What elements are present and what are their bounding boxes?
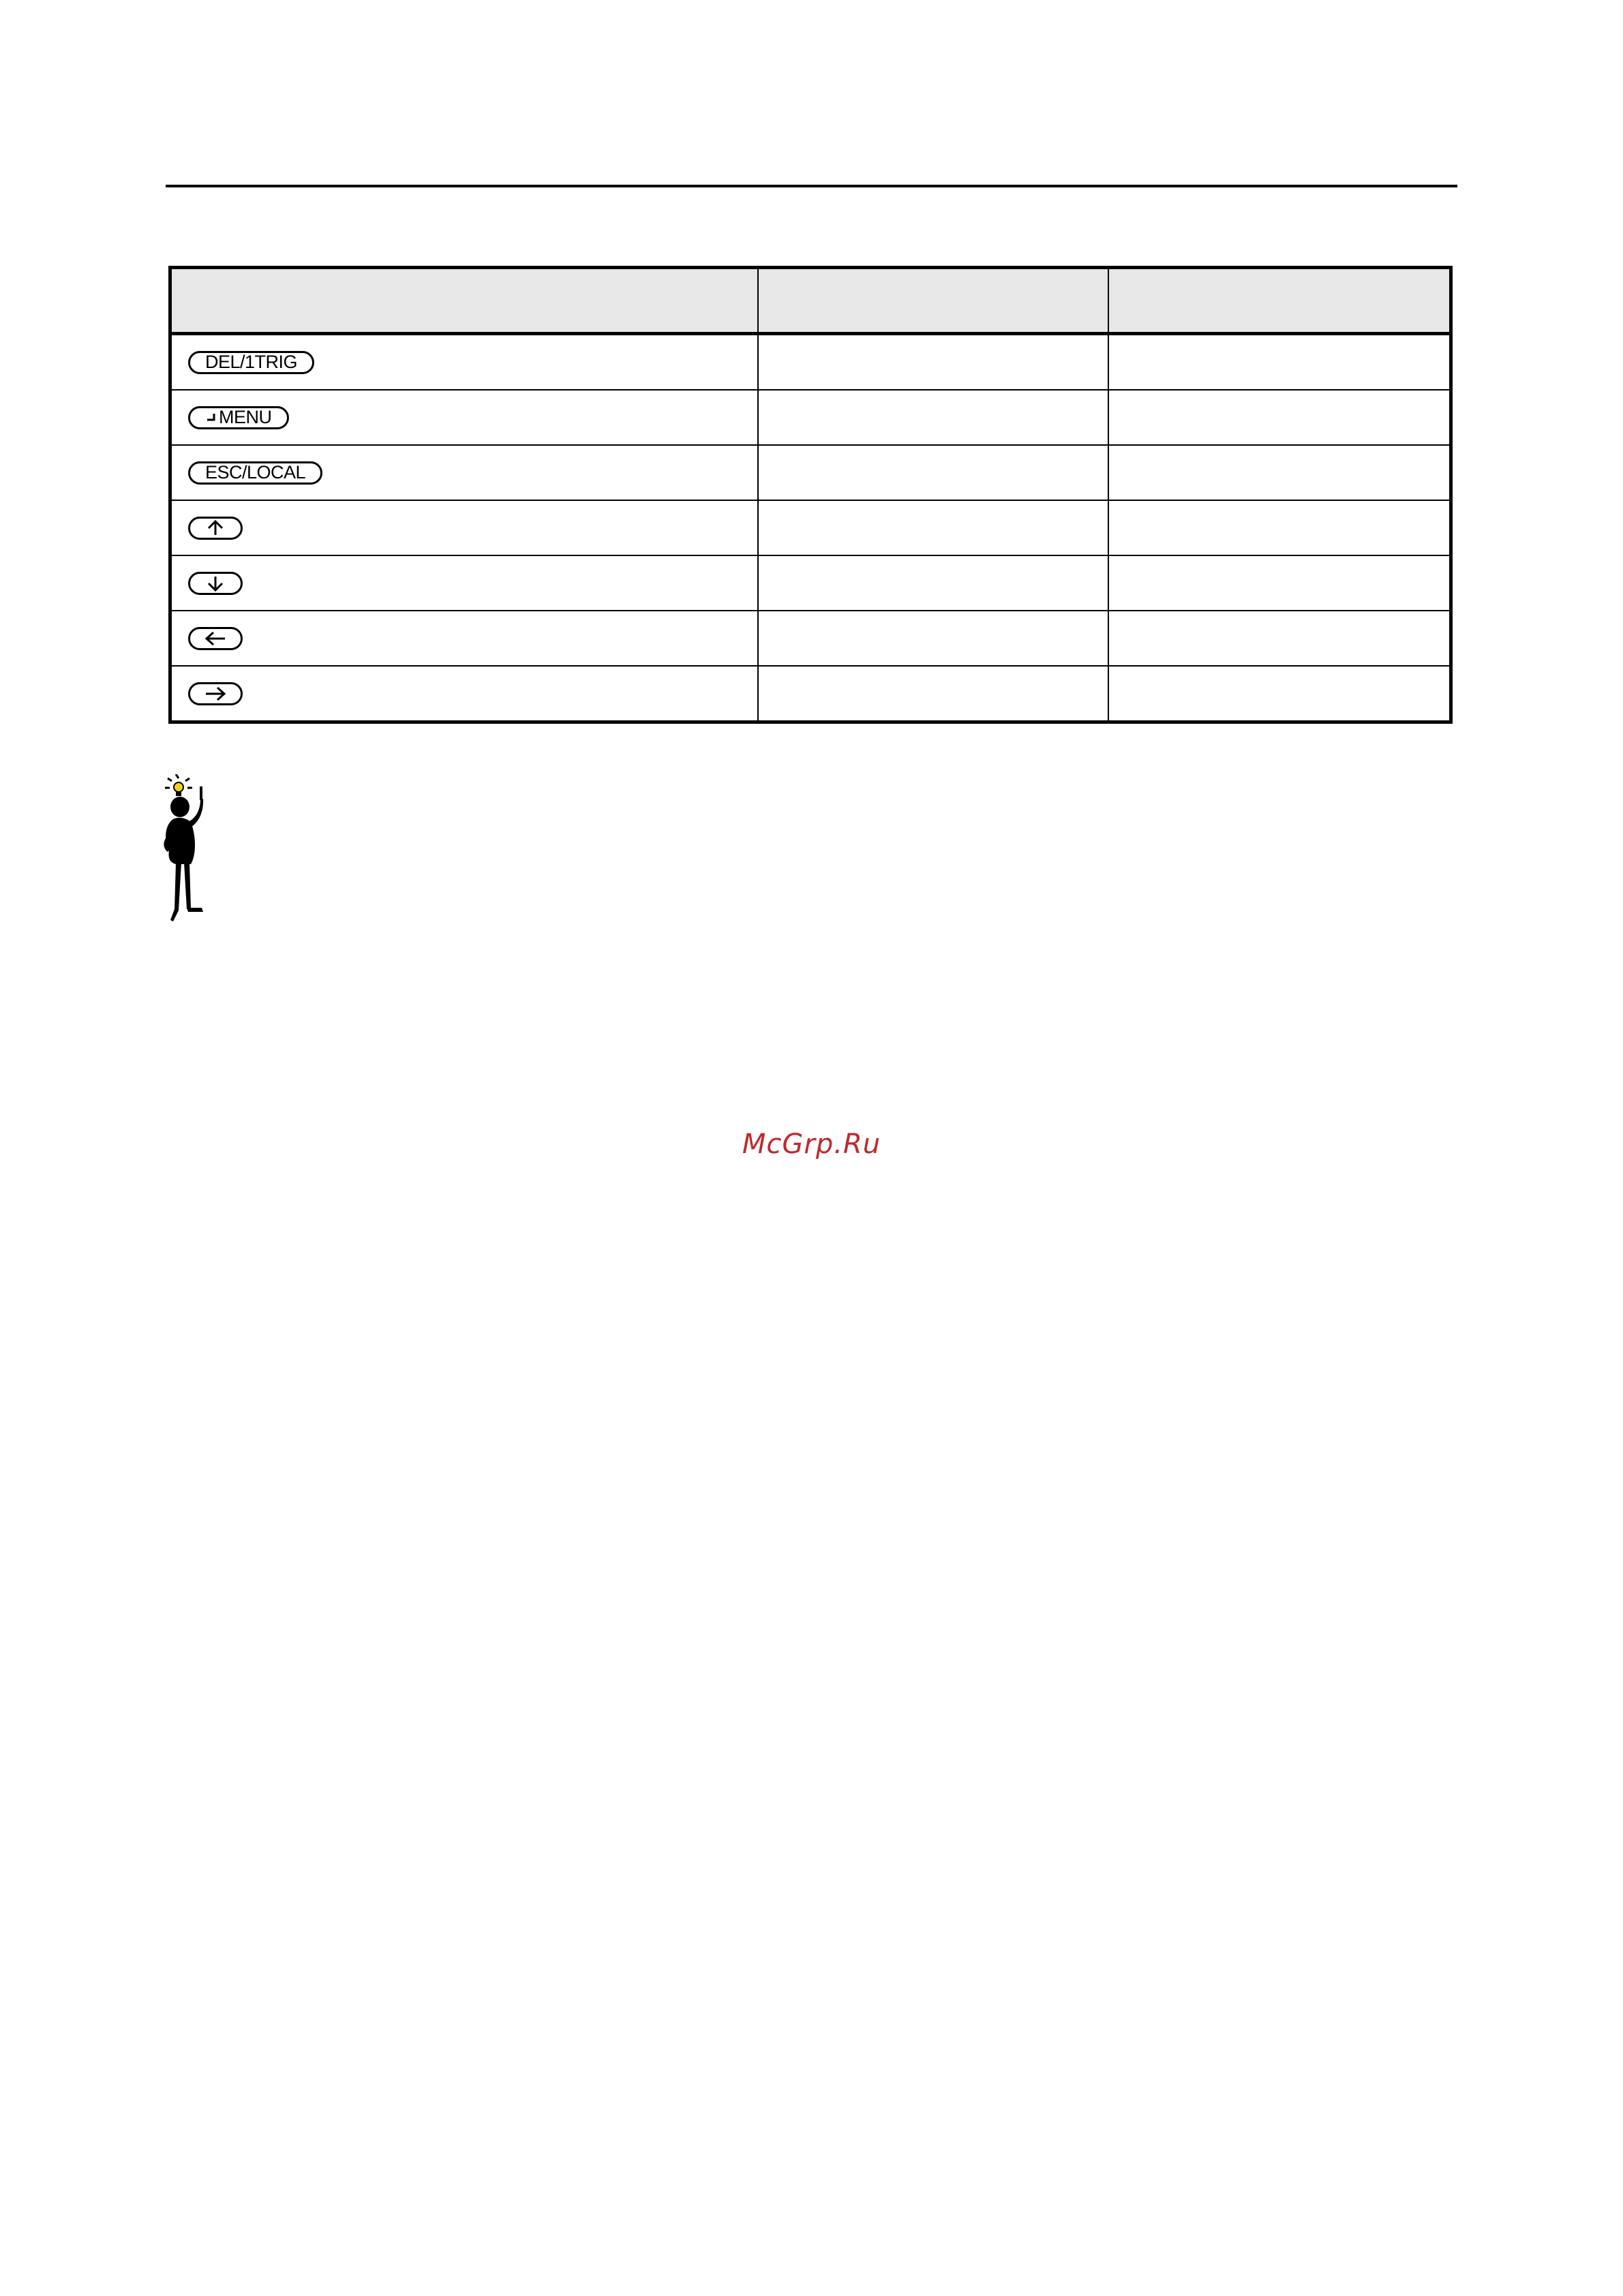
key-label: MENU [219, 407, 272, 427]
table-cell [1108, 555, 1451, 611]
table-cell [758, 445, 1108, 500]
table-row [170, 445, 1451, 500]
key-function-table [168, 266, 1453, 724]
enter-icon [205, 412, 216, 423]
key-label: ESC/LOCAL [205, 462, 306, 483]
down-key [188, 572, 243, 595]
header-rule [166, 185, 1457, 187]
tip-figure-icon [161, 774, 222, 925]
table-cell [758, 390, 1108, 445]
table-cell [1108, 390, 1451, 445]
table-row [170, 500, 1451, 555]
key-label: DEL/1TRIG [205, 352, 298, 372]
arrow-left-icon [204, 630, 227, 647]
table-cell [1108, 445, 1451, 500]
table-row [170, 555, 1451, 611]
table-cell [758, 555, 1108, 611]
enter-menu-key [188, 406, 289, 429]
left-key [188, 627, 243, 650]
table-row [170, 390, 1451, 445]
table-header-row [170, 268, 1451, 334]
header-cell-3 [1108, 268, 1451, 334]
key-cell [170, 334, 759, 391]
table-cell [758, 500, 1108, 555]
table-cell [1108, 334, 1451, 391]
table-cell [758, 334, 1108, 391]
key-cell [170, 390, 759, 445]
table-cell [1108, 500, 1451, 555]
header-cell-2 [758, 268, 1108, 334]
key-cell [170, 500, 759, 555]
key-cell [170, 555, 759, 611]
table-cell [758, 611, 1108, 666]
del-1trig-key [188, 351, 314, 374]
light-bulb-icon [174, 782, 183, 792]
arrow-down-icon [205, 575, 226, 592]
arrow-up-icon [205, 519, 226, 537]
watermark-text: McGrp.Ru [742, 1129, 881, 1160]
arrow-right-icon [204, 686, 227, 702]
table-row [170, 611, 1451, 666]
header-cell-key [170, 268, 759, 334]
up-key [188, 517, 243, 540]
key-cell [170, 611, 759, 666]
table-row [170, 666, 1451, 722]
table-cell [1108, 666, 1451, 722]
table-cell [1108, 611, 1451, 666]
table-cell [758, 666, 1108, 722]
key-cell [170, 666, 759, 722]
table-row [170, 334, 1451, 391]
esc-local-key [188, 461, 322, 485]
key-cell [170, 445, 759, 500]
right-key [188, 682, 243, 705]
